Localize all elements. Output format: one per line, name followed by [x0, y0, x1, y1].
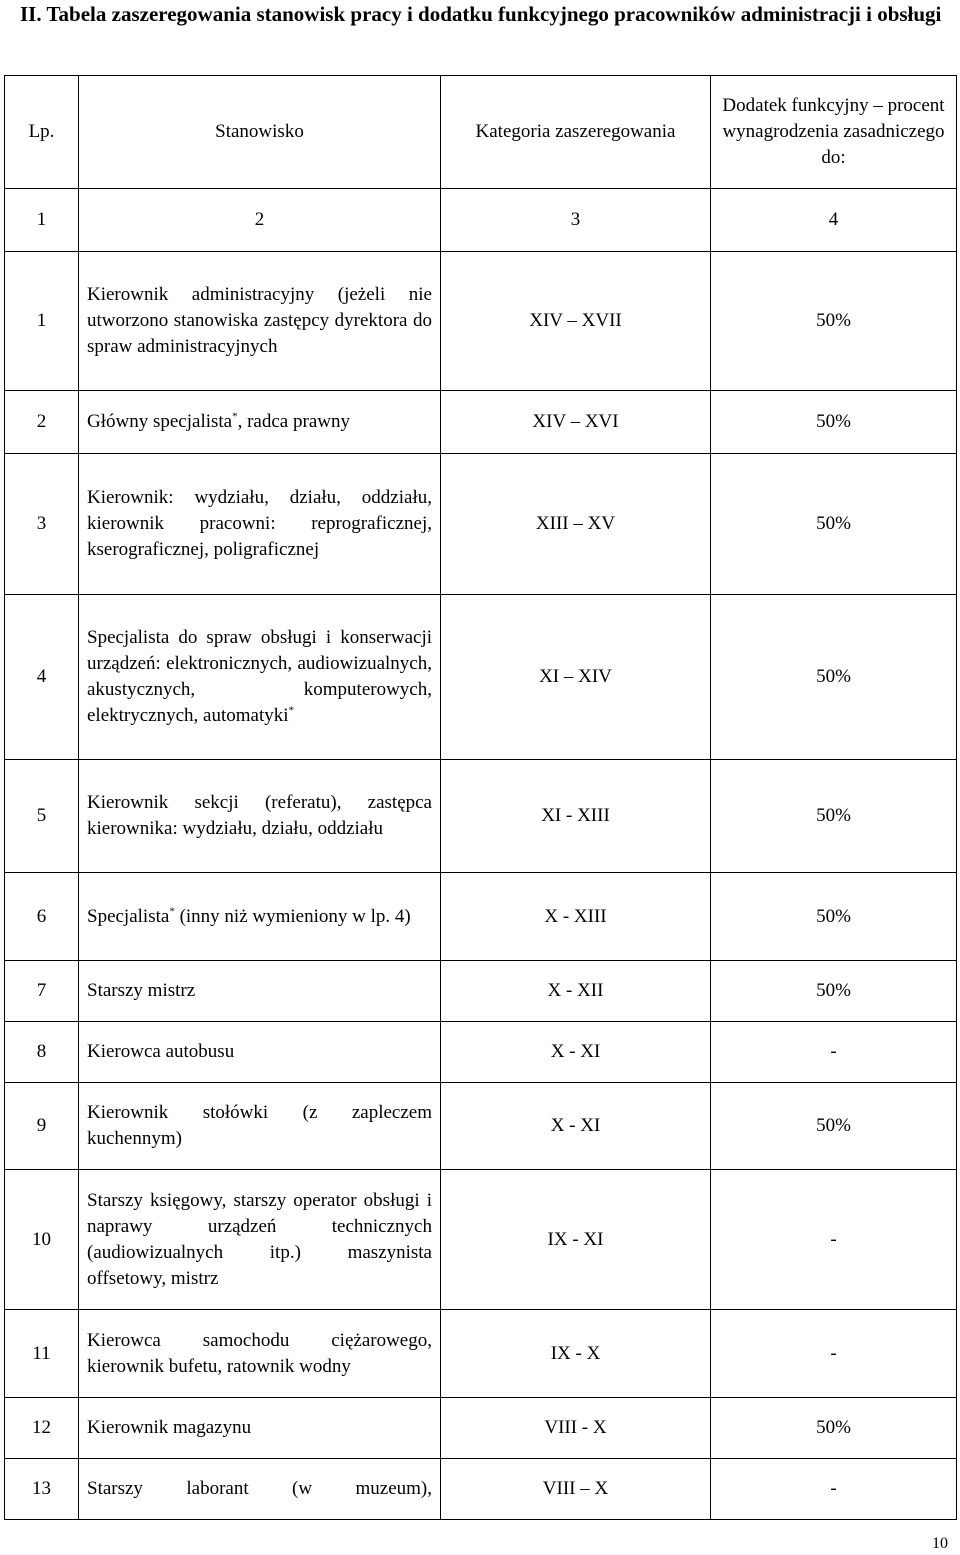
table-row — [5, 1083, 957, 1170]
row-lp: 12 — [5, 1398, 79, 1459]
row-category: XI – XIV — [441, 595, 711, 760]
row-category: IX - XI — [441, 1170, 711, 1310]
table-row — [5, 760, 957, 873]
footnote-marker: * — [169, 905, 175, 918]
row-allowance: - — [711, 1022, 957, 1083]
row-allowance: 50% — [711, 252, 957, 391]
row-position: Starszy mistrz — [79, 961, 441, 1022]
header-row — [5, 76, 957, 189]
row-position: Kierownik stołówki (z zapleczem kuchennym) — [79, 1083, 441, 1170]
table-row — [5, 1170, 957, 1310]
row-category: IX - X — [441, 1310, 711, 1398]
row-position: Specjalista do spraw obsługi i konserwacji urządzeń: elektronicznych, audiowizualnych, akustycznych, komputerowych, elektrycznych, automatyki* — [79, 595, 441, 760]
table-row — [5, 1022, 957, 1083]
row-allowance: 50% — [711, 454, 957, 595]
row-allowance: - — [711, 1170, 957, 1310]
table-row — [5, 1398, 957, 1459]
row-lp: 4 — [5, 595, 79, 760]
row-allowance: 50% — [711, 873, 957, 961]
table-row — [5, 454, 957, 595]
row-lp: 1 — [5, 252, 79, 391]
page-number: 10 — [932, 1535, 948, 1552]
row-position: Kierownik magazynu — [79, 1398, 441, 1459]
row-category: X - XIII — [441, 873, 711, 961]
column-number-row — [5, 189, 957, 252]
footnote-marker: * — [288, 704, 295, 717]
row-lp: 8 — [5, 1022, 79, 1083]
table-row — [5, 961, 957, 1022]
row-position: Kierownik administracyjny (jeżeli nie utworzono stanowiska zastępcy dyrektora do spraw administracyjnych — [79, 252, 441, 391]
row-allowance: 50% — [711, 961, 957, 1022]
row-position: Kierowca autobusu — [79, 1022, 441, 1083]
table-row — [5, 595, 957, 760]
row-lp: 5 — [5, 760, 79, 873]
header-allowance: Dodatek funkcyjny – procent wynagrodzenia zasadniczego do: — [711, 76, 957, 189]
table-row — [5, 1310, 957, 1398]
row-allowance: 50% — [711, 391, 957, 454]
row-category: XIII – XV — [441, 454, 711, 595]
row-position: Specjalista* (inny niż wymieniony w lp. 4) — [79, 873, 441, 961]
row-allowance: 50% — [711, 760, 957, 873]
table-row — [5, 252, 957, 391]
row-category: XIV – XVI — [441, 391, 711, 454]
row-position: Główny specjalista*, radca prawny — [79, 391, 441, 454]
row-allowance: 50% — [711, 595, 957, 760]
row-allowance: - — [711, 1310, 957, 1398]
row-category: X - XI — [441, 1022, 711, 1083]
row-lp: 10 — [5, 1170, 79, 1310]
row-lp: 3 — [5, 454, 79, 595]
row-position: Kierownik: wydziału, działu, oddziału, kierownik pracowni: reprograficznej, kserograficznej, poligraficznej — [79, 454, 441, 595]
column-number: 4 — [711, 189, 957, 252]
row-category: X - XI — [441, 1083, 711, 1170]
row-position: Kierowca samochodu ciężarowego, kierownik bufetu, ratownik wodny — [79, 1310, 441, 1398]
row-lp: 9 — [5, 1083, 79, 1170]
row-category: XIV – XVII — [441, 252, 711, 391]
header-position: Stanowisko — [79, 76, 441, 189]
section-title: II. Tabela zaszeregowania stanowisk pracy i dodatku funkcyjnego pracowników administracji i obsługi — [20, 2, 942, 26]
column-number: 2 — [79, 189, 441, 252]
column-number: 3 — [441, 189, 711, 252]
row-category: X - XII — [441, 961, 711, 1022]
row-position: Kierownik sekcji (referatu), zastępca kierownika: wydziału, działu, oddziału — [79, 760, 441, 873]
row-lp: 6 — [5, 873, 79, 961]
row-category: VIII – X — [441, 1459, 711, 1520]
footnote-marker: * — [232, 410, 238, 423]
row-position: Starszy księgowy, starszy operator obsługi i naprawy urządzeń technicznych (audiowizualnych itp.) maszynista offsetowy, mistrz — [79, 1170, 441, 1310]
row-category: VIII - X — [441, 1398, 711, 1459]
row-category: XI - XIII — [441, 760, 711, 873]
header-category: Kategoria zaszeregowania — [441, 76, 711, 189]
column-number: 1 — [5, 189, 79, 252]
row-allowance: 50% — [711, 1398, 957, 1459]
classification-table — [4, 75, 957, 1520]
row-lp: 13 — [5, 1459, 79, 1520]
table-row — [5, 873, 957, 961]
table-row — [5, 391, 957, 454]
header-lp: Lp. — [5, 76, 79, 189]
row-allowance: - — [711, 1459, 957, 1520]
table-row — [5, 1459, 957, 1520]
row-position: Starszy laborant (w muzeum), — [79, 1459, 441, 1520]
row-lp: 7 — [5, 961, 79, 1022]
row-lp: 11 — [5, 1310, 79, 1398]
row-lp: 2 — [5, 391, 79, 454]
row-allowance: 50% — [711, 1083, 957, 1170]
